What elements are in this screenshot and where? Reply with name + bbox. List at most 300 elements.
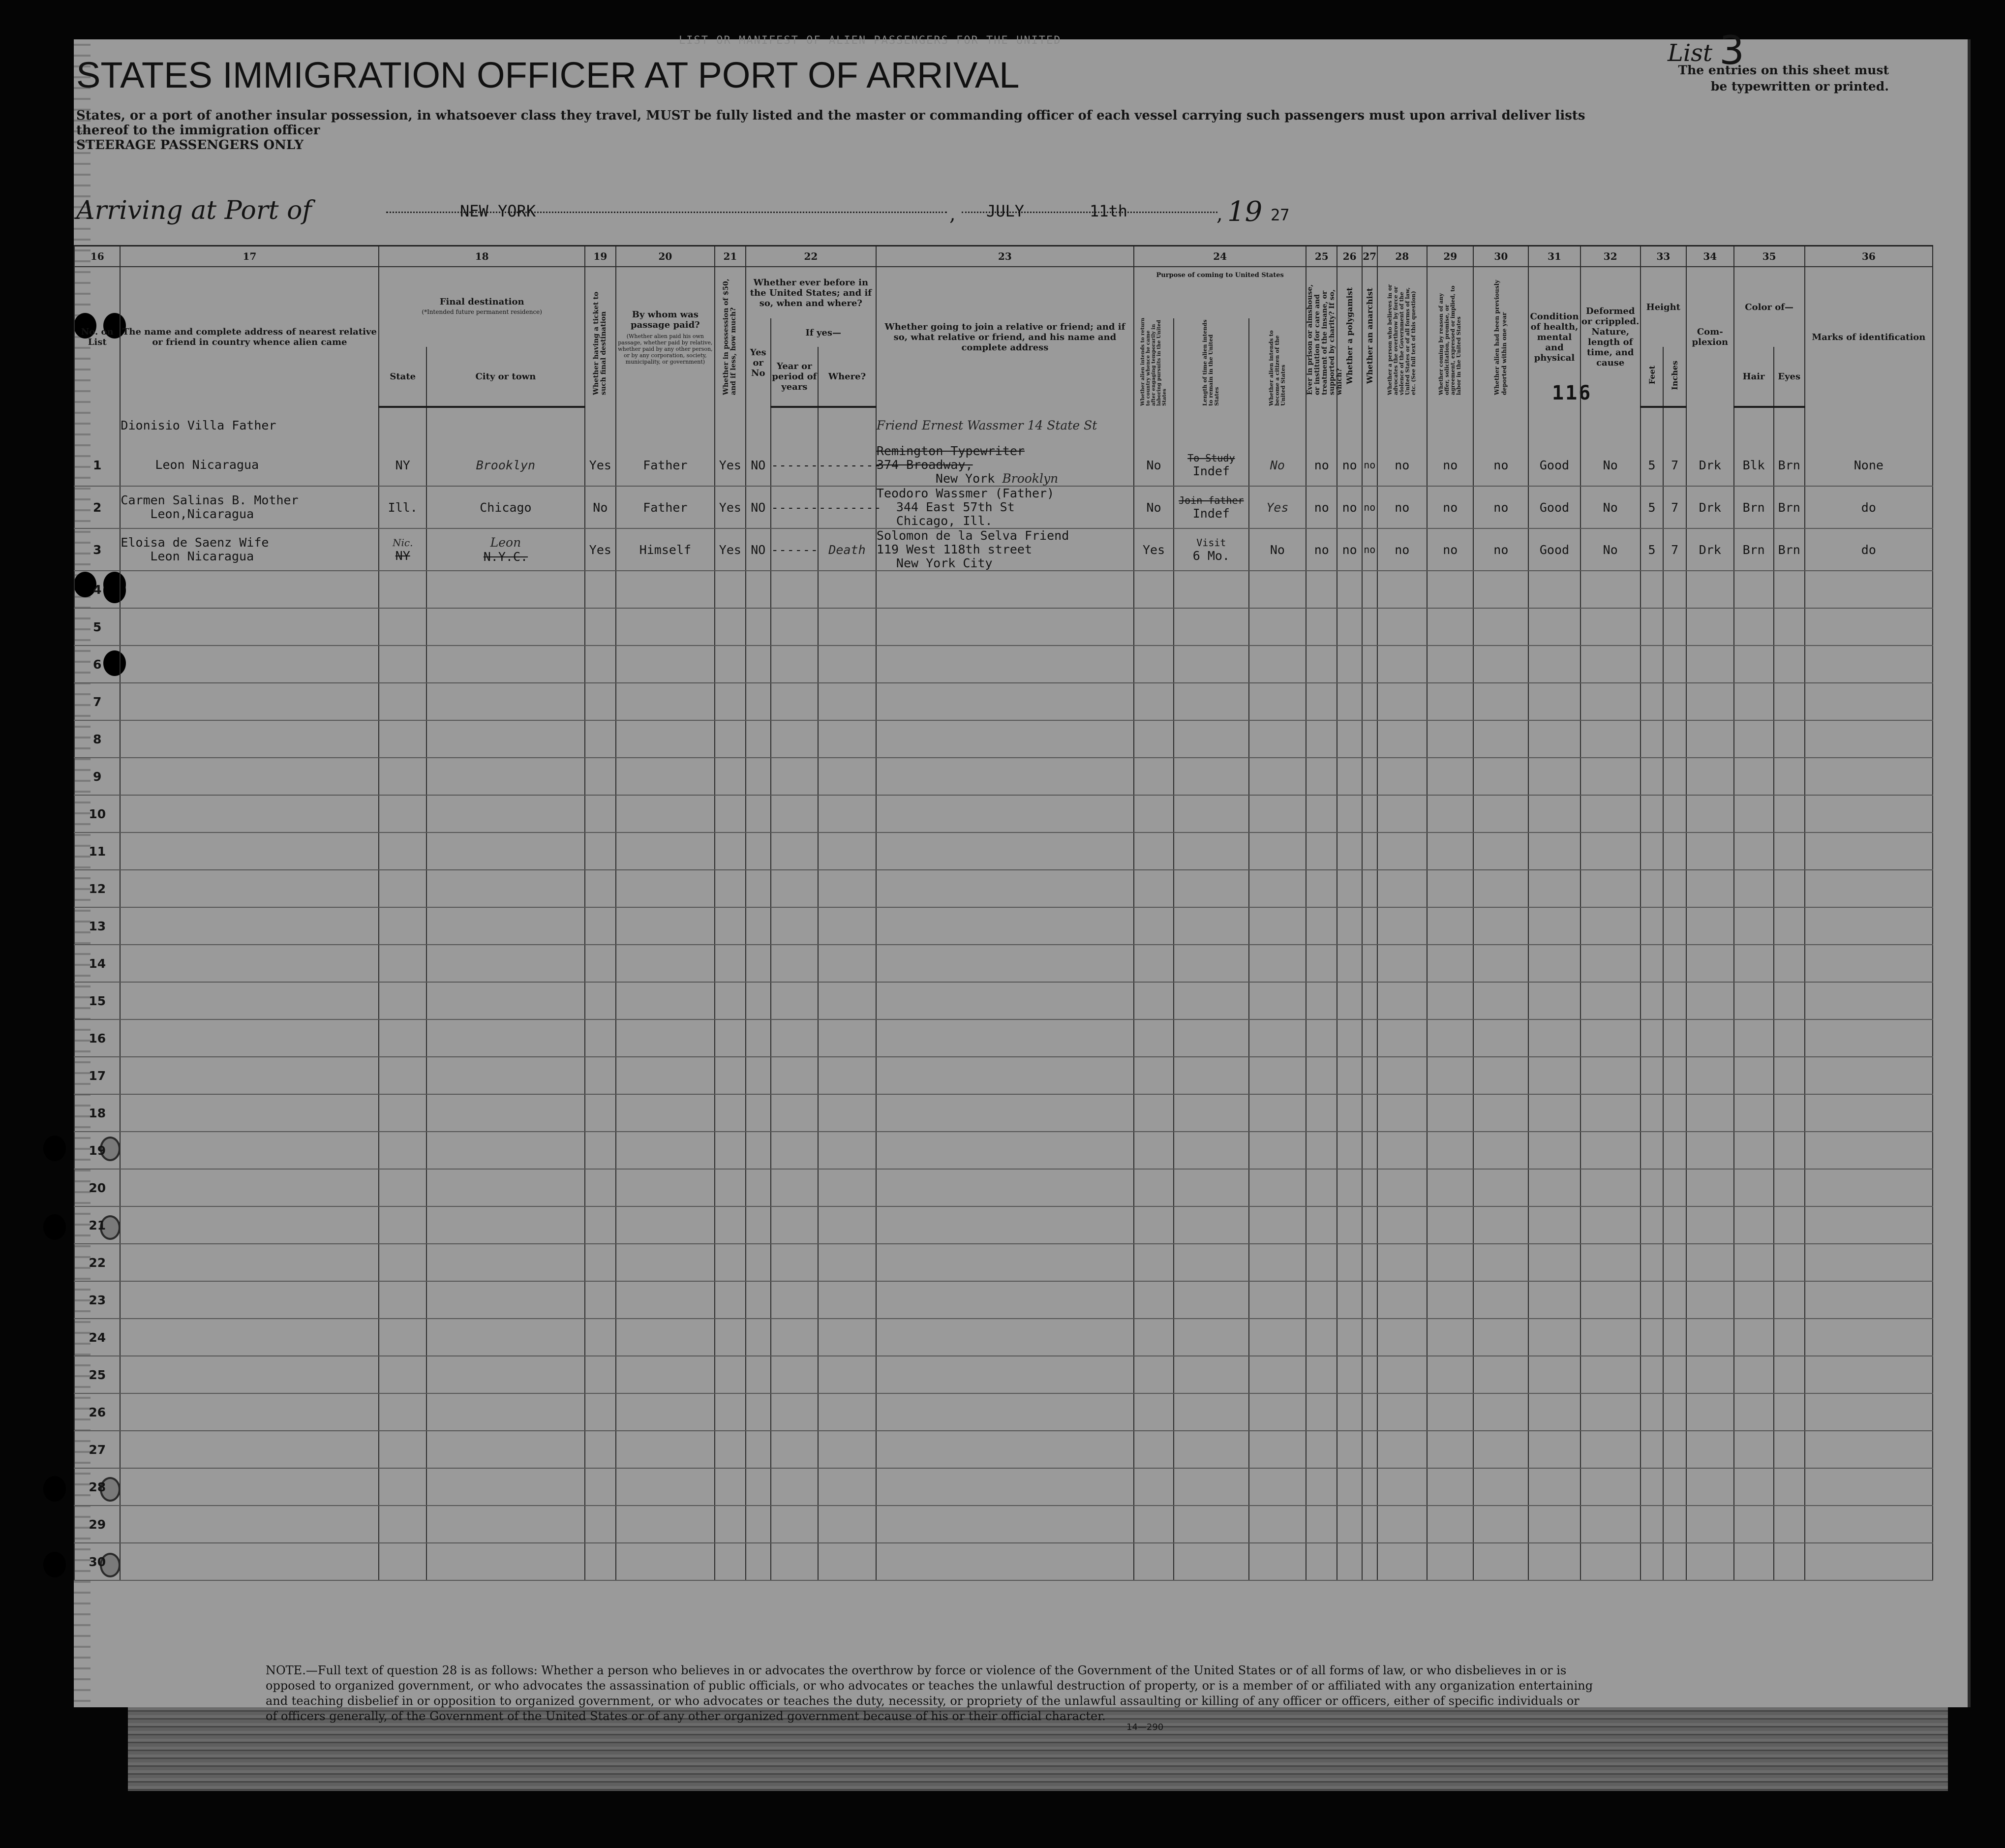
empty-cell	[818, 720, 876, 758]
deformed-value: No	[1580, 486, 1640, 528]
col-num: 22	[746, 246, 876, 267]
col-num: 18	[379, 246, 584, 267]
empty-cell	[876, 1393, 1134, 1431]
empty-cell	[120, 1019, 379, 1057]
empty-cell	[1580, 982, 1640, 1019]
empty-cell	[616, 1506, 715, 1543]
empty-cell	[1580, 1543, 1640, 1580]
empty-cell	[1774, 1244, 1805, 1281]
empty-cell	[876, 982, 1134, 1019]
empty-cell	[1377, 720, 1428, 758]
empty-cell	[746, 870, 771, 907]
empty-cell	[1377, 1169, 1428, 1206]
manifest-rows	[74, 407, 1933, 1580]
empty-cell	[876, 1281, 1134, 1319]
empty-cell	[1473, 1468, 1528, 1506]
empty-cell	[120, 720, 379, 758]
empty-cell	[1734, 1169, 1774, 1206]
marks-value: do	[1805, 486, 1933, 528]
empty-cell	[1306, 1506, 1337, 1543]
empty-cell	[120, 1356, 379, 1393]
empty-cell	[379, 1319, 426, 1356]
empty-cell	[771, 1431, 818, 1468]
empty-cell	[1427, 1431, 1473, 1468]
empty-cell	[1134, 1019, 1174, 1057]
empty-cell	[818, 1281, 876, 1319]
empty-cell	[1174, 795, 1248, 832]
col-num: 25	[1306, 246, 1337, 267]
empty-cell	[1640, 1543, 1664, 1580]
header-polygamist: Whether a polygamist	[1337, 267, 1362, 407]
empty-cell	[1174, 646, 1248, 683]
empty-cell	[616, 795, 715, 832]
empty-cell	[1580, 646, 1640, 683]
table-row	[74, 683, 1933, 720]
empty-cell	[120, 1206, 379, 1244]
empty-cell	[1134, 1431, 1174, 1468]
empty-cell	[1528, 982, 1580, 1019]
table-row	[74, 1019, 1933, 1057]
empty-cell	[1774, 1281, 1805, 1319]
line-number: 4	[74, 571, 120, 608]
empty-cell	[818, 945, 876, 982]
complexion-value: Drk	[1686, 528, 1733, 571]
empty-cell	[379, 1132, 426, 1169]
empty-cell	[1774, 832, 1805, 870]
empty-cell	[1427, 1094, 1473, 1132]
empty-cell	[1580, 683, 1640, 720]
empty-cell	[1306, 1356, 1337, 1393]
empty-cell	[1362, 1356, 1377, 1393]
empty-cell	[1473, 1431, 1528, 1468]
header-hair: Hair	[1734, 347, 1774, 407]
empty-cell	[1640, 608, 1664, 646]
empty-cell	[876, 683, 1134, 720]
empty-cell	[876, 1468, 1134, 1506]
empty-cell	[585, 1169, 616, 1206]
empty-cell	[1528, 1543, 1580, 1580]
empty-cell	[1337, 571, 1362, 608]
empty-cell	[1174, 1468, 1248, 1506]
empty-cell	[1174, 1057, 1248, 1094]
col-num: 19	[585, 246, 616, 267]
empty-cell	[715, 1132, 746, 1169]
empty-cell	[715, 907, 746, 945]
empty-cell	[1134, 720, 1174, 758]
empty-cell	[1134, 1319, 1174, 1356]
empty-cell	[771, 982, 818, 1019]
deformed-value: No	[1580, 444, 1640, 486]
empty-cell	[1580, 1468, 1640, 1506]
line-number: 29	[74, 1506, 120, 1543]
empty-cell	[1362, 1431, 1377, 1468]
empty-cell	[771, 758, 818, 795]
empty-cell	[379, 571, 426, 608]
empty-cell	[585, 571, 616, 608]
empty-cell	[1640, 1132, 1664, 1169]
empty-cell	[1249, 1206, 1306, 1244]
empty-cell	[1805, 982, 1933, 1019]
empty-cell	[1249, 758, 1306, 795]
empty-cell	[120, 907, 379, 945]
empty-cell	[876, 646, 1134, 683]
empty-cell	[1134, 1244, 1174, 1281]
empty-cell	[1805, 832, 1933, 870]
table-row	[74, 832, 1933, 870]
table-row	[74, 1094, 1933, 1132]
empty-cell	[1663, 758, 1686, 795]
empty-cell	[1528, 832, 1580, 870]
empty-cell	[818, 1506, 876, 1543]
empty-cell	[1377, 571, 1428, 608]
empty-cell	[379, 1169, 426, 1206]
empty-cell	[818, 1319, 876, 1356]
empty-cell	[426, 907, 585, 945]
header-joining: Whether going to join a relative or friend; and if so, what relative or friend, and his name and complete address	[876, 267, 1134, 407]
empty-cell	[1377, 1356, 1428, 1393]
empty-cell	[1174, 1319, 1248, 1356]
empty-cell	[1249, 945, 1306, 982]
empty-cell	[1640, 982, 1664, 1019]
empty-cell	[1337, 758, 1362, 795]
line-number: 10	[74, 795, 120, 832]
table-row: 3 Eloisa de Saenz Wife Leon Nicaragua Nic. NY Leon N.Y.C. Yes Himself Yes NO ------ Death Solomon de la Selva Friend 119 West 118th street New York City Yes Visit 6 Mo. No no no no no no no Good No 5 7 Drk Brn Brn do	[74, 528, 1933, 571]
empty-cell	[426, 608, 585, 646]
empty-cell	[1174, 758, 1248, 795]
empty-cell	[1306, 870, 1337, 907]
empty-cell	[1337, 1244, 1362, 1281]
header-final-destination	[379, 267, 584, 347]
header-condition: Condition of health, mental and physical	[1528, 267, 1580, 407]
empty-cell	[426, 683, 585, 720]
empty-cell	[771, 1206, 818, 1244]
header-nearest-relative: The name and complete address of nearest relative or friend in country whence alien came	[120, 267, 379, 407]
empty-cell	[1805, 945, 1933, 982]
empty-cell	[715, 1543, 746, 1580]
empty-cell	[1377, 1281, 1428, 1319]
empty-cell	[1686, 1281, 1733, 1319]
empty-cell	[1734, 832, 1774, 870]
empty-cell	[1686, 1393, 1733, 1431]
empty-cell	[1249, 1281, 1306, 1319]
empty-cell	[818, 646, 876, 683]
empty-cell	[1427, 1393, 1473, 1431]
empty-cell	[715, 1468, 746, 1506]
empty-cell	[1805, 1132, 1933, 1169]
empty-cell	[818, 1094, 876, 1132]
empty-cell	[1528, 1281, 1580, 1319]
empty-cell	[1805, 1356, 1933, 1393]
empty-cell	[616, 870, 715, 907]
empty-cell	[1473, 1169, 1528, 1206]
manifest-table-area	[74, 245, 1933, 1641]
col-num: 17	[120, 246, 379, 267]
empty-cell	[379, 608, 426, 646]
empty-cell	[715, 945, 746, 982]
empty-cell	[1174, 870, 1248, 907]
empty-cell	[616, 1206, 715, 1244]
empty-cell	[1306, 1132, 1337, 1169]
empty-cell	[1686, 982, 1733, 1019]
empty-cell	[1734, 1244, 1774, 1281]
empty-cell	[1805, 1169, 1933, 1206]
table-row	[74, 1132, 1933, 1169]
empty-cell	[771, 1393, 818, 1431]
empty-cell	[1362, 646, 1377, 683]
empty-cell	[379, 795, 426, 832]
empty-cell	[1640, 1019, 1664, 1057]
empty-cell	[1249, 608, 1306, 646]
empty-cell	[1377, 1019, 1428, 1057]
empty-cell	[585, 1356, 616, 1393]
empty-cell	[1306, 720, 1337, 758]
empty-cell	[1734, 1431, 1774, 1468]
empty-cell	[1580, 1431, 1640, 1468]
empty-cell	[1686, 1169, 1733, 1206]
empty-cell	[1473, 945, 1528, 982]
empty-cell	[1134, 1506, 1174, 1543]
empty-cell	[1377, 945, 1428, 982]
empty-cell	[1134, 1393, 1174, 1431]
empty-cell	[1640, 758, 1664, 795]
col-num: 29	[1427, 246, 1473, 267]
empty-cell	[746, 1431, 771, 1468]
empty-cell	[1362, 720, 1377, 758]
empty-cell	[1174, 1356, 1248, 1393]
empty-cell	[771, 1506, 818, 1543]
empty-cell	[1306, 795, 1337, 832]
empty-cell	[616, 1094, 715, 1132]
day-value: 11th	[1090, 202, 1128, 220]
col-num: 28	[1377, 246, 1428, 267]
empty-cell	[120, 870, 379, 907]
paid-by-value: Father	[616, 444, 715, 486]
empty-cell	[426, 1019, 585, 1057]
empty-cell	[1686, 1132, 1733, 1169]
header-inches: Inches	[1663, 347, 1686, 407]
empty-cell	[1134, 1281, 1174, 1319]
empty-cell	[1686, 907, 1733, 945]
empty-cell	[1362, 1281, 1377, 1319]
year-suffix: 27	[1271, 206, 1290, 224]
empty-cell	[585, 1206, 616, 1244]
empty-cell	[1377, 832, 1428, 870]
empty-cell	[616, 1019, 715, 1057]
empty-cell	[120, 982, 379, 1019]
final-destination-label: Final destination	[439, 297, 524, 307]
header-marks: Marks of identification	[1805, 267, 1933, 407]
empty-cell	[1805, 758, 1933, 795]
empty-cell	[1580, 1206, 1640, 1244]
empty-cell	[1249, 1057, 1306, 1094]
empty-cell	[818, 1393, 876, 1431]
empty-cell	[1734, 1506, 1774, 1543]
empty-cell	[715, 608, 746, 646]
empty-cell	[715, 795, 746, 832]
empty-cell	[379, 870, 426, 907]
empty-cell	[1528, 945, 1580, 982]
empty-cell	[1362, 1543, 1377, 1580]
empty-cell	[746, 1281, 771, 1319]
empty-cell	[715, 720, 746, 758]
empty-cell	[1663, 795, 1686, 832]
empty-cell	[746, 982, 771, 1019]
empty-cell	[120, 1132, 379, 1169]
empty-cell	[876, 832, 1134, 870]
empty-cell	[1734, 758, 1774, 795]
line-number: 16	[74, 1019, 120, 1057]
where-value: --------	[818, 486, 876, 528]
empty-cell	[1663, 1319, 1686, 1356]
empty-cell	[585, 1506, 616, 1543]
empty-cell	[876, 1356, 1134, 1393]
empty-cell	[1337, 1206, 1362, 1244]
empty-cell	[1337, 1319, 1362, 1356]
empty-cell	[585, 945, 616, 982]
empty-cell	[1249, 646, 1306, 683]
empty-cell	[1427, 1319, 1473, 1356]
line-number: 19	[74, 1132, 120, 1169]
entries-note	[1623, 62, 1889, 94]
empty-cell	[1174, 1281, 1248, 1319]
empty-cell	[1377, 1468, 1428, 1506]
marks-value: None	[1805, 444, 1933, 486]
table-row	[74, 1206, 1933, 1244]
empty-cell	[1377, 1206, 1428, 1244]
empty-cell	[876, 608, 1134, 646]
empty-cell	[1734, 1543, 1774, 1580]
empty-cell	[426, 1468, 585, 1506]
empty-cell	[1337, 683, 1362, 720]
empty-cell	[585, 1543, 616, 1580]
purpose-a-value: Yes	[1134, 528, 1174, 571]
empty-cell	[120, 646, 379, 683]
manifest-table	[74, 245, 1933, 1581]
empty-cell	[1427, 907, 1473, 945]
table-row	[74, 1506, 1933, 1543]
health-value: Good	[1528, 486, 1580, 528]
empty-cell	[1774, 571, 1805, 608]
empty-cell	[1734, 945, 1774, 982]
empty-cell	[1427, 945, 1473, 982]
empty-cell	[1337, 1094, 1362, 1132]
empty-cell	[746, 795, 771, 832]
empty-cell	[1528, 1506, 1580, 1543]
empty-cell	[1249, 1244, 1306, 1281]
before-value: NO	[746, 486, 771, 528]
empty-cell	[1249, 571, 1306, 608]
complexion-value: Drk	[1686, 486, 1733, 528]
possession-value: Yes	[715, 444, 746, 486]
table-row	[74, 1169, 1933, 1206]
empty-cell	[1640, 1281, 1664, 1319]
empty-cell	[1734, 1132, 1774, 1169]
entries-note-line-1: The entries on this sheet must	[1678, 63, 1889, 77]
before-value: NO	[746, 528, 771, 571]
empty-cell	[746, 1356, 771, 1393]
empty-cell	[1805, 1506, 1933, 1543]
empty-cell	[616, 683, 715, 720]
header-row	[74, 267, 1933, 318]
empty-cell	[1377, 1057, 1428, 1094]
empty-cell	[1473, 608, 1528, 646]
empty-cell	[876, 907, 1134, 945]
empty-cell	[379, 1468, 426, 1506]
table-row: 2 Carmen Salinas B. Mother Leon,Nicaragua Ill. Chicago No Father Yes NO ------ -------- Teodoro Wassmer (Father) 344 East 57th St Chicago, Ill. No Join father Indef Yes no no no no no no Good No 5 7 Drk Brn Brn do	[74, 486, 1933, 528]
empty-cell	[585, 608, 616, 646]
empty-cell	[818, 1468, 876, 1506]
purpose-b-value: Join father Indef	[1174, 486, 1248, 528]
empty-cell	[616, 1319, 715, 1356]
empty-cell	[120, 1468, 379, 1506]
header-deformed: Deformed or crippled. Nature, length of time, and cause	[1580, 267, 1640, 407]
empty-cell	[1528, 720, 1580, 758]
empty-cell	[1337, 1019, 1362, 1057]
empty-cell	[876, 1206, 1134, 1244]
empty-cell	[426, 832, 585, 870]
line-number: 20	[74, 1169, 120, 1206]
empty-cell	[1640, 1169, 1664, 1206]
empty-cell	[1427, 1169, 1473, 1206]
empty-cell	[1362, 1169, 1377, 1206]
empty-cell	[1774, 1468, 1805, 1506]
empty-cell	[1427, 1468, 1473, 1506]
empty-cell	[1640, 870, 1664, 907]
hair-value: Blk	[1734, 444, 1774, 486]
year-prefix: 19	[1227, 196, 1263, 228]
empty-cell	[585, 758, 616, 795]
empty-cell	[1174, 1393, 1248, 1431]
empty-cell	[616, 1468, 715, 1506]
empty-cell	[1734, 907, 1774, 945]
empty-cell	[585, 1244, 616, 1281]
empty-cell	[1427, 1244, 1473, 1281]
form-number: 14—290	[1126, 1722, 1164, 1732]
possession-value: Yes	[715, 486, 746, 528]
empty-cell	[120, 945, 379, 982]
empty-cell	[746, 1169, 771, 1206]
empty-cell	[1427, 982, 1473, 1019]
empty-cell	[1362, 1019, 1377, 1057]
empty-cell	[1734, 982, 1774, 1019]
empty-cell	[1362, 832, 1377, 870]
punch-hole	[43, 1214, 66, 1240]
empty-cell	[1473, 907, 1528, 945]
empty-cell	[746, 1468, 771, 1506]
empty-cell	[1663, 1244, 1686, 1281]
empty-cell	[1134, 1206, 1174, 1244]
empty-cell	[876, 1132, 1134, 1169]
empty-cell	[1663, 1506, 1686, 1543]
empty-cell	[746, 1244, 771, 1281]
empty-cell	[1640, 1319, 1664, 1356]
empty-cell	[616, 646, 715, 683]
empty-cell	[1362, 758, 1377, 795]
purpose-a-value: No	[1134, 486, 1174, 528]
header-by-whom	[616, 267, 715, 407]
joining-struck: Friend Ernest Wassmer 14 State St	[876, 407, 1134, 444]
state-value: Ill.	[379, 486, 426, 528]
empty-cell	[1473, 1019, 1528, 1057]
empty-cell	[818, 1206, 876, 1244]
empty-cell	[1663, 1169, 1686, 1206]
column-number-row	[74, 246, 1933, 267]
line-number: 28	[74, 1468, 120, 1506]
empty-cell	[1774, 1319, 1805, 1356]
empty-cell	[1337, 1057, 1362, 1094]
empty-cell	[1640, 646, 1664, 683]
empty-cell	[1306, 758, 1337, 795]
